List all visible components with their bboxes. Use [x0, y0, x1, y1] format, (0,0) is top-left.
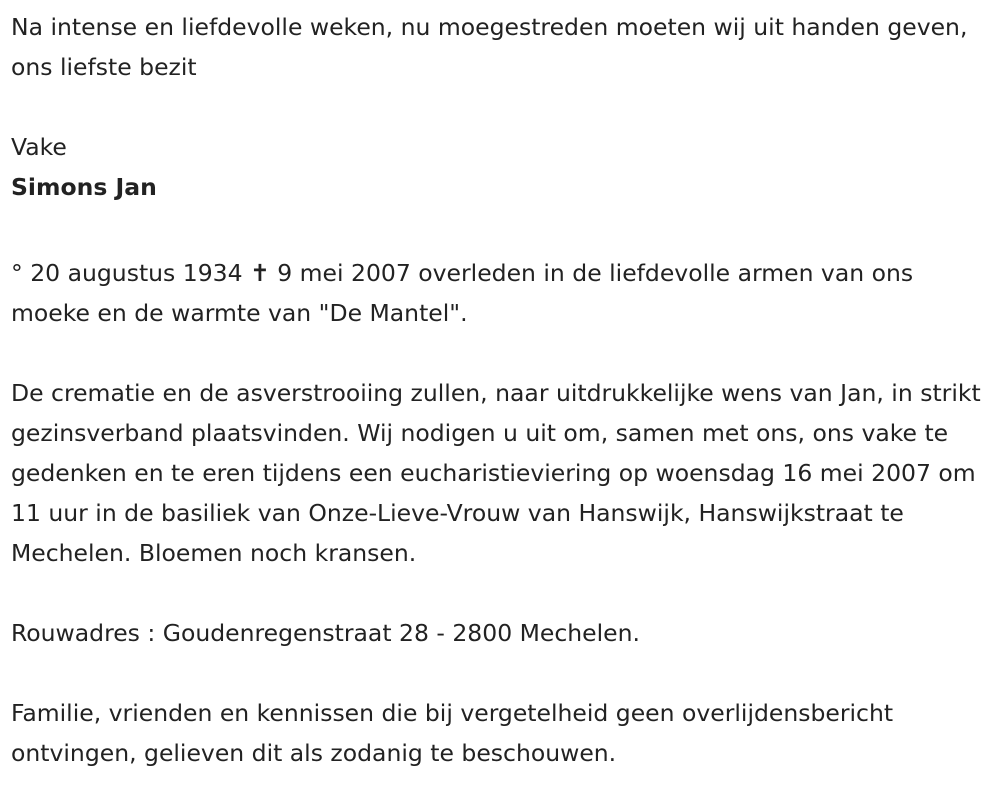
- address-paragraph: Rouwadres : Goudenregenstraat 28 - 2800 Mechelen.: [11, 619, 640, 647]
- death-text: 9 mei 2007 overleden in de liefdevolle armen van ons moeke en de warmte van "De Mantel".: [11, 259, 914, 327]
- ceremony-paragraph: De crematie en de asverstrooiing zullen, naar uitdrukkelijke wens van Jan, in strikt gezinsverband plaatsvinden. Wij nodigen u uit om, samen met ons, ons vake te gedenken en te eren tijdens een eucharistieviering op woensdag 16 mei 2007 om 11 uur in de basiliek van Onze-Lieve-Vrouw van Hanswijk, Hanswijkstraat te Mechelen. Bloemen noch kransen.: [11, 379, 981, 567]
- cross-icon: ✝: [250, 259, 270, 287]
- relation-label: Vake: [11, 133, 67, 161]
- dates-paragraph: [11, 253, 993, 333]
- birth-symbol: °: [11, 259, 23, 287]
- intro-paragraph: Na intense en liefdevolle weken, nu moegestreden moeten wij uit handen geven, ons liefste bezit: [11, 13, 968, 81]
- birth-date: 20 augustus 1934: [22, 259, 251, 287]
- obituary-notice: [11, 7, 993, 773]
- closing-paragraph: Familie, vrienden en kennissen die bij vergetelheid geen overlijdensbericht ontvingen, gelieven dit als zodanig te beschouwen.: [11, 699, 894, 767]
- deceased-name: Simons Jan: [11, 173, 157, 201]
